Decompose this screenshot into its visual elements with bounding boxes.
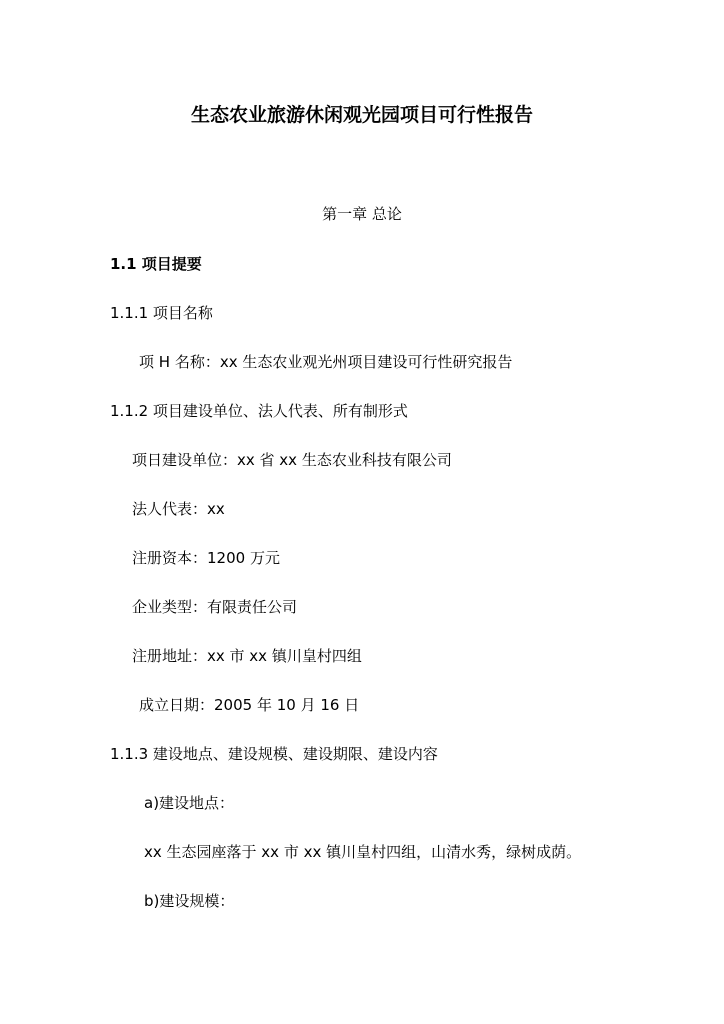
scale-label: b)建设规模： (144, 892, 235, 910)
subsection-heading-1-1-2: 1.1.2 项目建设单位、法人代表、所有制形式 (110, 402, 408, 420)
chapter-heading: 第一章 总论 (322, 205, 402, 223)
legal-representative-line: 法人代表：xx (132, 500, 225, 518)
project-name-line: 项 H 名称：xx 生态农业观光州项目建设可行性研究报告 (139, 353, 513, 371)
subsection-heading-1-1-3: 1.1.3 建设地点、建设规模、建设期限、建设内容 (110, 745, 438, 763)
location-label: a)建设地点： (144, 794, 235, 812)
establishment-date-line: 成立日期：2005 年 10 月 16 日 (139, 696, 360, 714)
registered-capital-line: 注册资本：1200 万元 (132, 549, 280, 567)
location-description: xx 生态园座落于 xx 市 xx 镇川皇村四组，山清水秀，绿树成荫。 (144, 843, 582, 861)
construction-unit-line: 项日建设单位：xx 省 xx 生态农业科技有限公司 (132, 451, 452, 469)
subsection-heading-1-1-1: 1.1.1 项目名称 (110, 304, 213, 322)
registered-address-line: 注册地址：xx 市 xx 镇川皇村四组 (132, 647, 362, 665)
section-heading-1-1: 1.1 项目提要 (110, 255, 202, 273)
enterprise-type-line: 企业类型：有限责任公司 (132, 598, 298, 616)
document-title: 生态农业旅游休闲观光园项目可行性报告 (190, 104, 533, 126)
